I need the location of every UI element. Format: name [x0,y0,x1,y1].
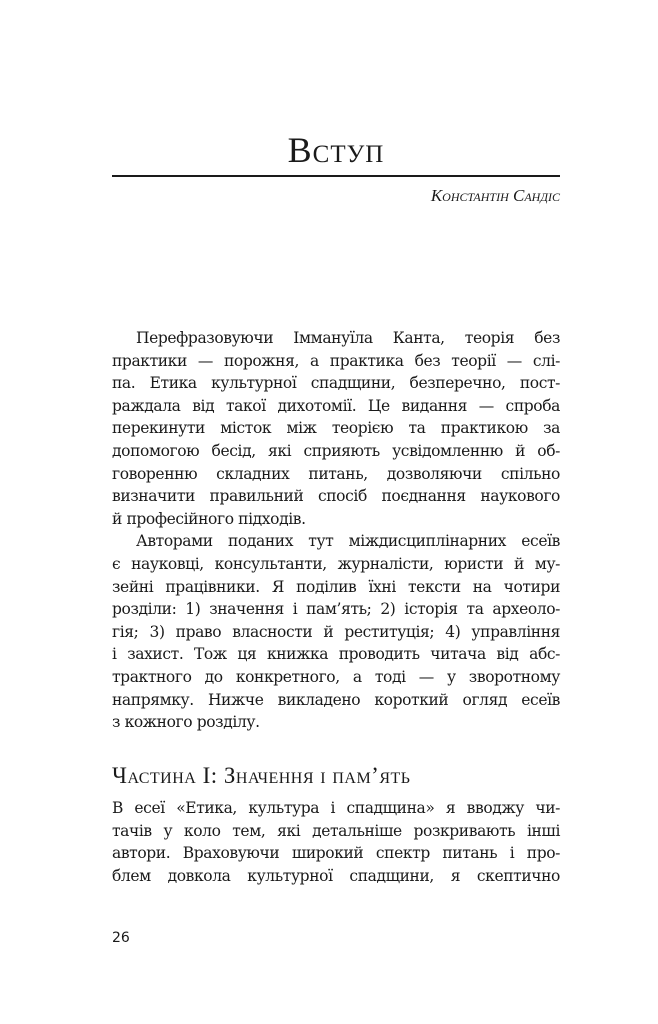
text-line: з кожного розділу. [112,713,260,732]
text-line: практики — порожня, а практика без теорії — слі- [112,351,560,370]
text-line: визначити правильний спосіб поєднання наукового [112,487,560,506]
intro-text [112,327,560,734]
title-divider [112,175,560,177]
text-line: гія; 3) право власности й реституція; 4) управління [112,622,560,641]
text-line: зейні працівники. Я поділив їхні тексти на чотири [112,577,560,596]
text-line: В есеї «Етика, культура і спадщина» я вводжу чи- [112,799,560,817]
text-line: трактного до конкретного, а тоді — у зворотному [112,667,560,686]
text-line: говоренню складних питань, дозволяючи спільно [112,464,560,483]
text-line: розділи: 1) значення і пам’ять; 2) історія та археоло- [112,600,560,619]
chapter-title: Вступ [287,130,385,170]
text-line: є науковці, консультанти, журналісти, юристи й му- [112,554,560,573]
text-line: Перефразовуючи Іммануїла Канта, теорія без [136,329,560,347]
section-text [112,797,560,887]
text-line: блем довкола культурної спадщини, я скептично [112,866,560,885]
text-line: тачів у коло тем, які детальніше розкривають інші [112,821,560,840]
text-line: па. Етика культурної спадщини, безперечно, пост- [112,374,560,393]
text-line: перекинути місток між теорією та практикою за [112,419,560,438]
text-line: і захист. Тож ця книжка проводить читача від абс- [112,645,560,664]
text-line: допомогою бесід, які сприяють усвідомленню й об- [112,441,560,460]
section-heading: Частина I: Значення і пам’ять [112,763,411,788]
text-line: автори. Враховуючи широкий спектр питань і про- [112,844,560,863]
text-line: й професійного підходів. [112,509,306,528]
text-line: Авторами поданих тут міждисциплінарних есеїв [136,532,560,551]
text-line: напрямку. Нижче викладено короткий огляд есеїв [112,690,560,709]
page-number: 26 [112,930,130,946]
chapter-author: Константін Сандіс [430,186,560,205]
text-line: раждала від такої дихотомії. Це видання — спроба [112,396,560,415]
